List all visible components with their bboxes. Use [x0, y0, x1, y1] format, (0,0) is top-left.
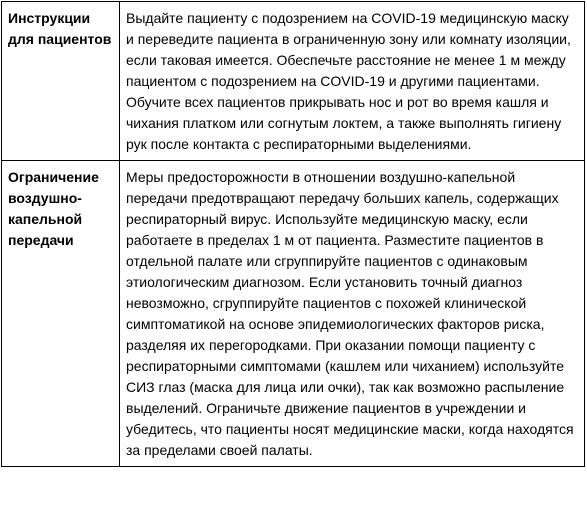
instructions-table — [1, 1, 585, 467]
table-row-patient-instructions — [2, 2, 585, 161]
row-text-droplet-precautions: Меры предосторожности в отношении воздушно-капельной передачи предотвращают передачу больших капель, содержащих респираторный вирус. Используйте медицинскую маску, если работаете в пределах 1 м от пациента. Разместите пациентов в отдельной палате или сгруппируйте пациентов с одинаковым этиологическим диагнозом. Если установить точный диагноз невозможно, сгруппируйте пациентов с похожей клинической симптоматикой на основе эпидемиологических факторов риска, разделяя их перегородками. При оказании помощи пациенту с респираторными симптомами (кашлем или чиханием) используйте СИЗ глаз (маска для лица или очки), так как возможно распыление выделений. Ограничьте движение пациентов в учреждении и убедитесь, что пациенты носят медицинские маски, когда находятся за пределами своей палаты. — [120, 161, 585, 467]
row-label-patient-instructions: Инструкции для пациентов — [2, 2, 120, 161]
row-label-droplet-precautions: Ограничение воздушно-капельной передачи — [2, 161, 120, 467]
row-text-patient-instructions: Выдайте пациенту с подозрением на COVID-19 медицинскую маску и переведите пациента в ограниченную зону или комнату изоляции, если таковая имеется. Обеспечьте расстояние не менее 1 м между пациентом с подозрением на COVID-19 и другими пациентами. Обучите всех пациентов прикрывать нос и рот во время кашля и чихания платком или согнутым локтем, а также выполнять гигиену рук после контакта с респираторными выделениями. — [120, 2, 585, 161]
table-row-droplet-precautions — [2, 161, 585, 467]
